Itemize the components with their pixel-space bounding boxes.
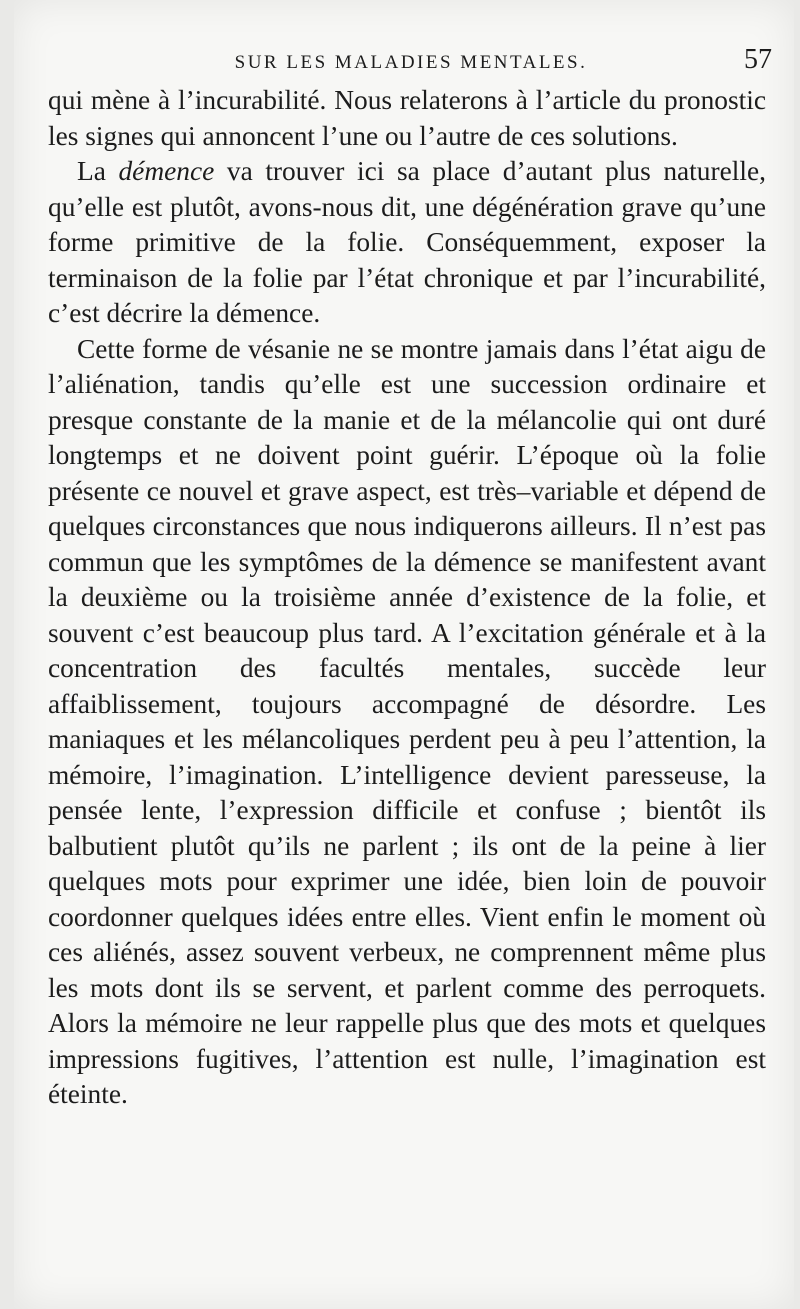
italic-term: démence (118, 156, 215, 186)
paragraph-text: va trouver ici sa place d’autant plus naturelle, qu’elle est plutôt, avons-nous dit, une dégénération grave qu’une forme primitive de la folie. Conséquemment, exposer la terminaison de la folie par l’état chronique et par l’incurabilité, c’est décrire la démence. (48, 156, 766, 328)
book-page (14, 0, 794, 1309)
page-number: 57 (744, 44, 772, 75)
body-text (48, 83, 766, 1113)
paragraph-vesanie (48, 332, 766, 1113)
paragraph-demence (48, 154, 766, 332)
running-title: SUR LES MALADIES MENTALES. (234, 52, 588, 73)
paragraph-text: qui mène à l’incurabilité. Nous relaterons à l’article du pronostic les signes qui annoncent l’une ou l’autre de ces solutions. (48, 85, 766, 151)
paragraph-text: La (77, 156, 119, 186)
running-head (50, 44, 772, 80)
paragraph-text: Cette forme de vésanie ne se montre jamais dans l’état aigu de l’aliénation, tandis qu’elle est une succession ordinaire et presque constante de la manie et de la mélancolie qui ont duré longtemps et ne doivent point guérir. L’époque où la folie présente ce nouvel et grave aspect, est très–variable et dépend de quelques circonstances que nous indiquerons ailleurs. Il n’est pas commun que les symptômes de la démence se manifestent avant la deuxième ou la troisième année d’existence de la folie, et souvent c’est beaucoup plus tard. A l’excitation générale et à la concentration des facultés mentales, succède leur affaiblissement, toujours accompagné de désordre. Les maniaques et les mélancoliques perdent peu à peu l’attention, la mémoire, l’imagination. L’intelligence devient paresseuse, la pensée lente, l’expression difficile et confuse ; bientôt ils balbutient plutôt qu’ils ne parlent ; ils ont de la peine à lier quelques mots pour exprimer une idée, bien loin de pouvoir coordonner quelques idées entre elles. Vient enfin le moment où ces aliénés, assez souvent verbeux, ne comprennent même plus les mots dont ils se servent, et parlent comme des perroquets. Alors la mémoire ne leur rappelle plus que des mots et quelques impressions fugitives, l’attention est nulle, l’imagination est éteinte. (48, 333, 766, 1109)
paragraph-continuation (48, 83, 766, 154)
